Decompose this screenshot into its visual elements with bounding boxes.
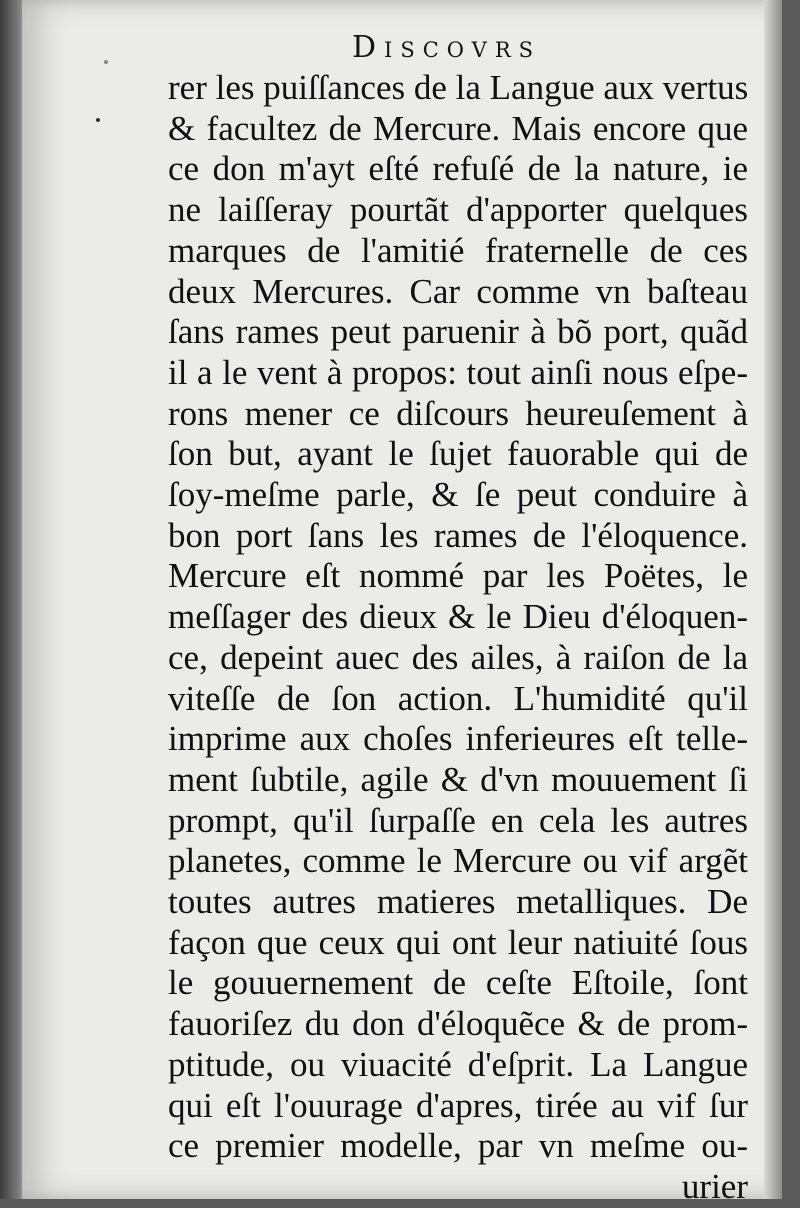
text-line: façon que ceux qui ont leur natiuité ſous: [168, 922, 748, 962]
page-edge: [764, 0, 782, 1199]
text-line: bon port ſans les rames de l'éloquence.: [168, 515, 748, 555]
ink-spot: [104, 60, 108, 64]
text-line: imprime aux choſes inferieures eſt telle-: [168, 719, 748, 759]
text-line: le gouuernement de ceſte Eſtoile, ſont: [168, 963, 748, 1003]
text-line: ce, depeint auec des ailes, à raiſon de la: [168, 637, 748, 677]
text-line: prompt, qu'il ſurpaſſe en cela les autres: [168, 800, 748, 840]
text-line: & facultez de Mercure. Mais encore que: [168, 108, 748, 148]
text-line: ce premier modelle, par vn meſme ou-: [168, 1126, 748, 1166]
ink-spot: [96, 118, 100, 122]
text-line: il a le vent à propos: tout ainſi nous eſpe-: [168, 352, 748, 392]
text-line: meſſager des dieux & le Dieu d'éloquen-: [168, 597, 748, 637]
body-text: [168, 68, 748, 1208]
text-line: planetes, comme le Mercure ou vif argẽt: [168, 841, 748, 881]
text-line: rons mener ce diſcours heureuſement à: [168, 393, 748, 433]
text-line: Mercure eſt nommé par les Poëtes, le: [168, 556, 748, 596]
text-line: ſoy-meſme parle, & ſe peut conduire à: [168, 475, 748, 515]
text-line: ce don m'ayt eſté refuſé de la nature, ie: [168, 149, 748, 189]
catchword: urier: [681, 1166, 748, 1206]
text-line: ſans rames peut paruenir à bõ port, quãd: [168, 312, 748, 352]
text-line: ne laiſſeray pourtãt d'apporter quelques: [168, 190, 748, 230]
text-line: marques de l'amitié fraternelle de ces: [168, 230, 748, 270]
running-head: Discovrs: [352, 30, 542, 65]
text-line: rer les puiſſances de la Langue aux vertus: [168, 68, 749, 107]
text-line: deux Mercures. Car comme vn baſteau: [168, 271, 748, 311]
text-line: qui eſt l'ouurage d'apres, tirée au vif ſur: [168, 1085, 748, 1125]
text-line: ſon but, ayant le ſujet fauorable qui de: [168, 434, 748, 474]
text-line: viteſſe de ſon action. L'humidité qu'il: [168, 678, 748, 718]
text-line: toutes autres matieres metalliques. De: [168, 882, 748, 922]
text-line: ment ſubtile, agile & d'vn mouuement ſi: [168, 759, 748, 799]
text-line: fauoriſez du don d'éloquẽce & de prom-: [168, 1004, 748, 1044]
text-line: ptitude, ou viuacité d'eſprit. La Langue: [168, 1044, 748, 1084]
